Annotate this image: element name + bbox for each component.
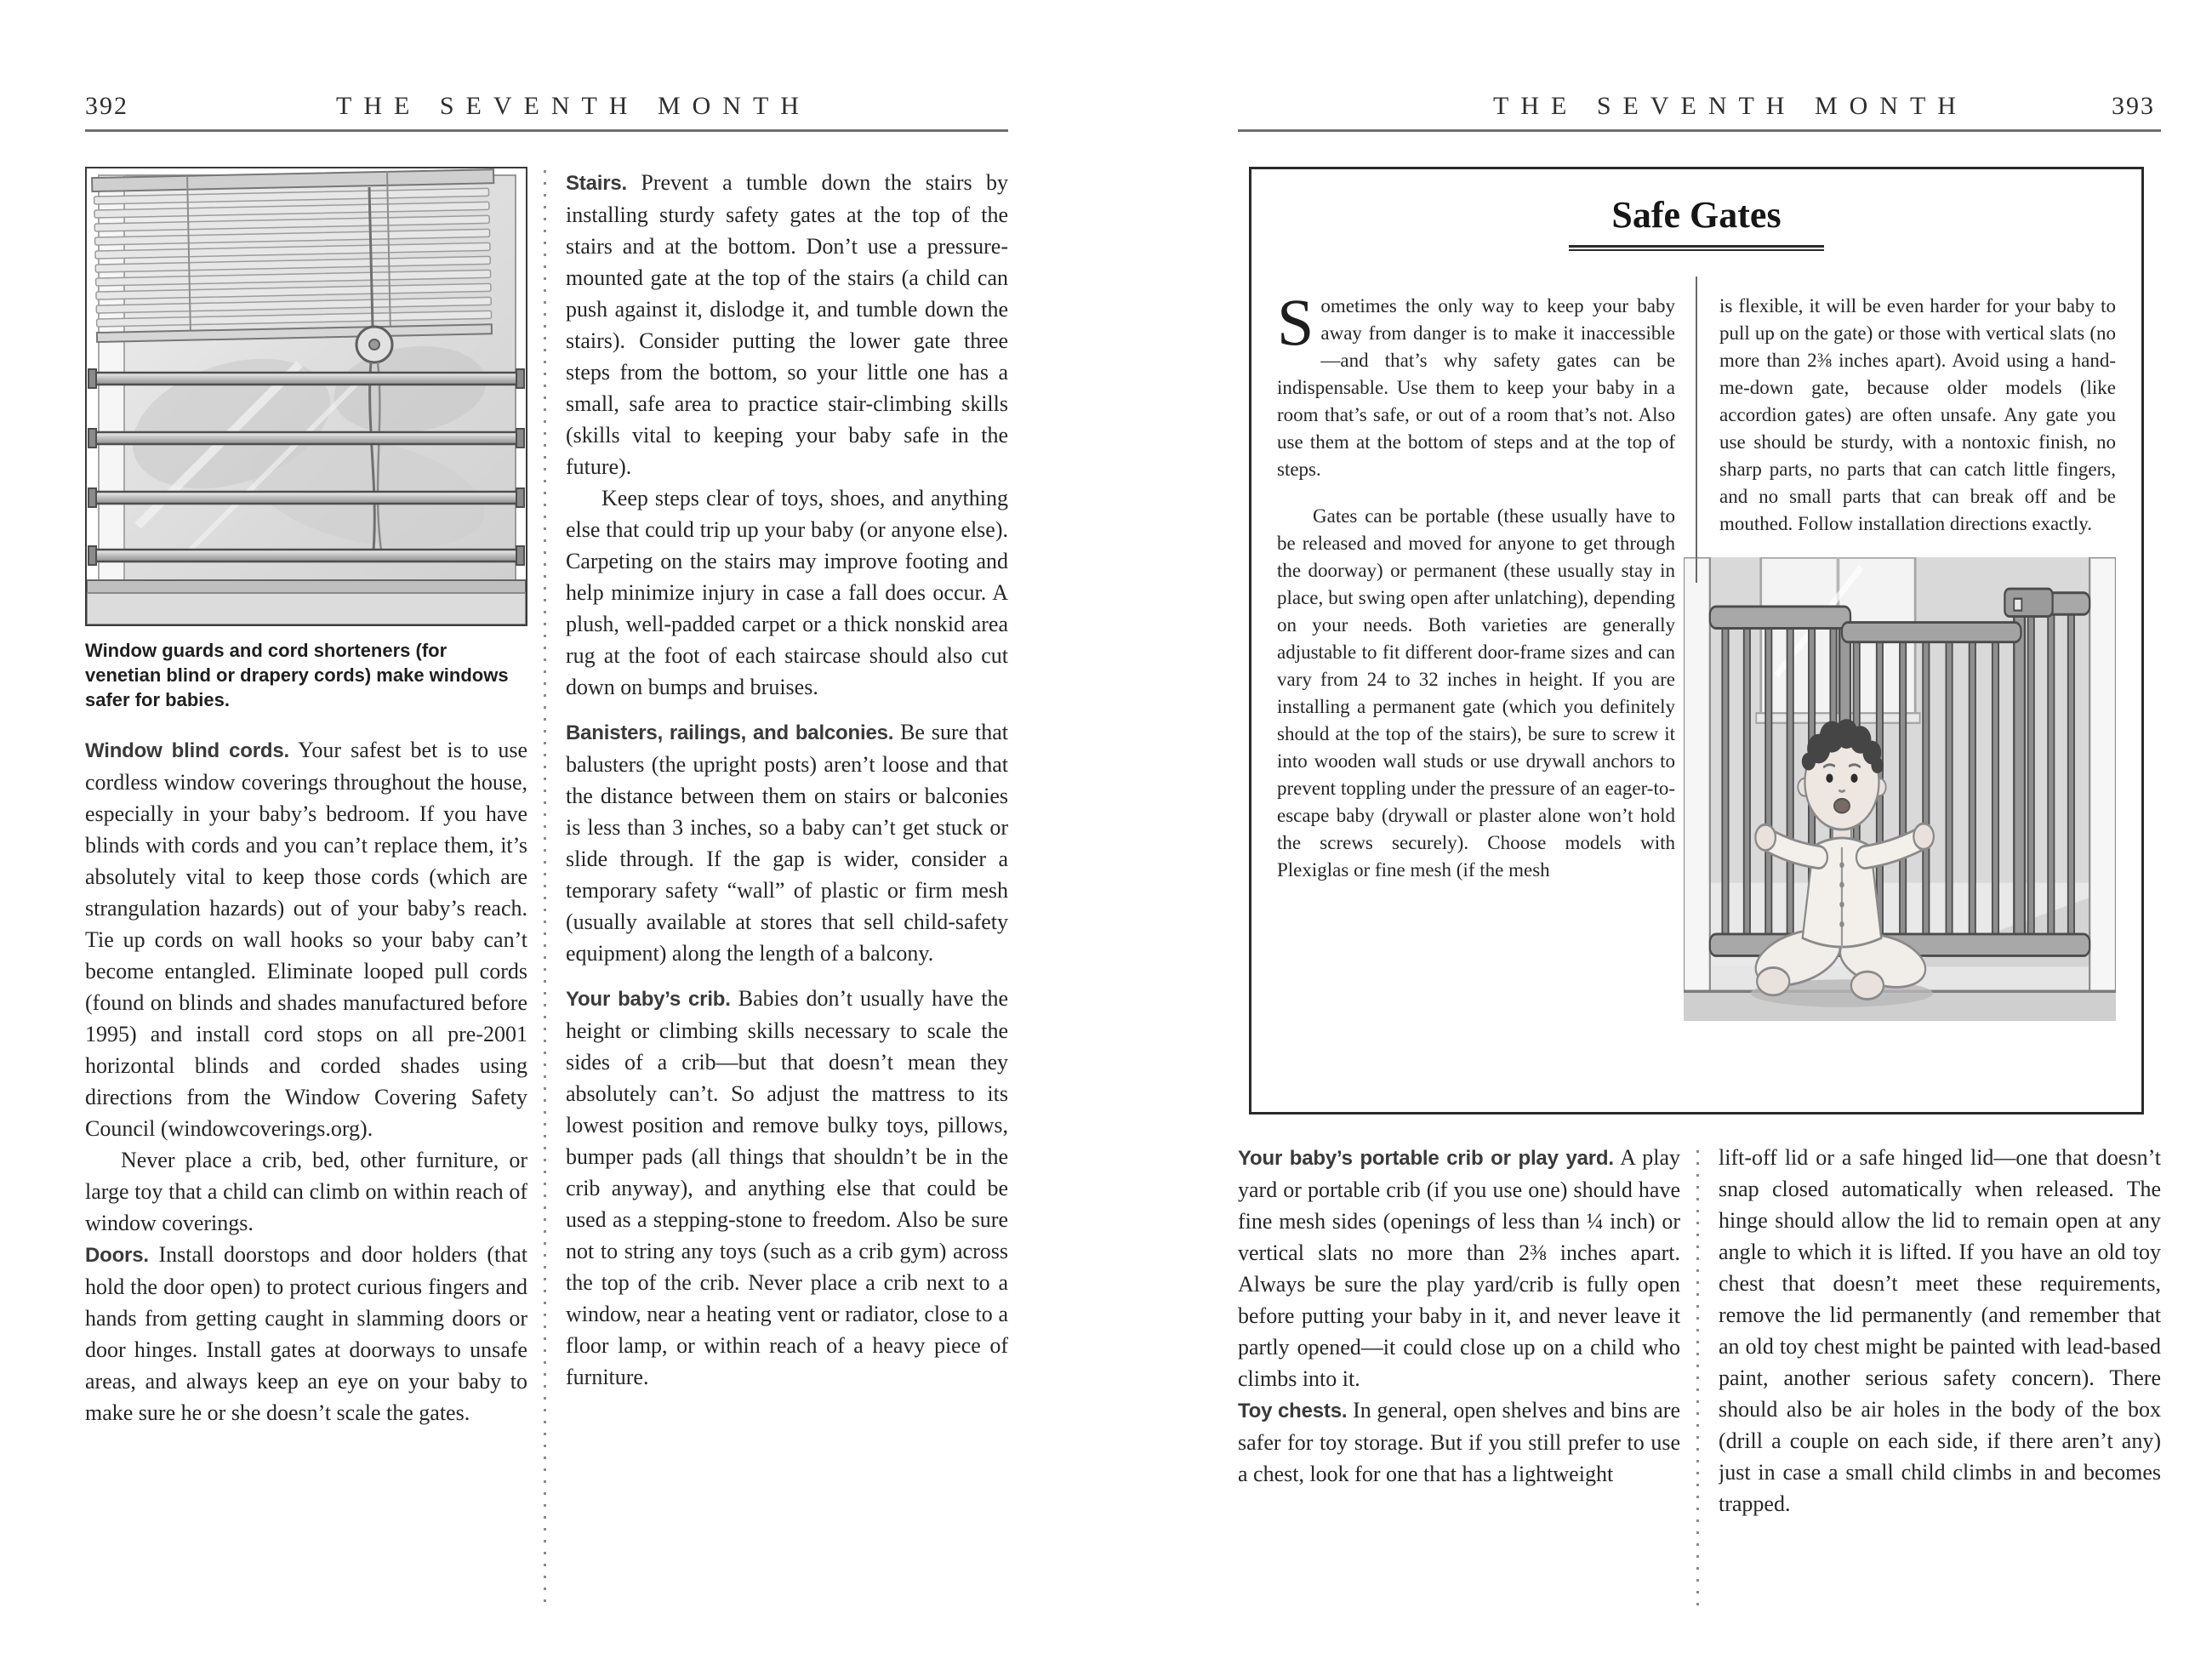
dropcap: S [1277, 285, 1314, 359]
lead-toy-chests: Toy chests. [1238, 1400, 1348, 1422]
right-page-column-2 [1719, 1142, 2161, 1618]
right-page-column-1 [1238, 1142, 1680, 1618]
lead-play-yard: Your baby’s portable crib or play yard. [1238, 1147, 1614, 1170]
left-page-column-1 [85, 167, 527, 1622]
running-head-left: THE SEVENTH MONTH [336, 92, 811, 120]
paragraph-window-blind-cords [85, 734, 527, 1144]
box-columns [1277, 273, 2116, 1021]
lead-window-blind-cords: Window blind cords. [85, 739, 289, 762]
header-rule-right [1238, 129, 2161, 132]
box-paragraph-2: Gates can be portable (these usually have to be released and moved for anyone to get through the doorway) or permanent (these usually stay in place, but swing open after unlatching), depending on your needs. Both varieties are generally adjustable to fit different door-frame sizes and can vary from 24 to 32 inches in height. If you are installing a permanent gate (which you definitely should at the top of the stairs), be sure to screw it into wooden wall studs or use drywall anchors to prevent toppling under the pressure of an eager-to-escape baby (drywall or plaster alone won’t hold the screws securely). Choose models with Plexiglas or fine mesh (if the mesh [1277, 505, 1675, 881]
text-banisters: Be sure that balusters (the upright posts) aren’t loose and that the distance between them on stairs or balconies is less than 3 inches, so a baby can’t get stuck or slide through. If the gap is wider, consider a temporary safety “wall” of plastic or firm mesh (usually available at stores that sell child-safety equipment) along the length of a balcony. [566, 720, 1008, 966]
baby-at-safety-gate-illustration [1684, 557, 2116, 1021]
box-column-1 [1277, 273, 1675, 1021]
box-paragraph-1-text: ometimes the only way to keep your baby away from danger is to make it inaccessible—and that’s why safety gates can be indispensable. Use them to keep your baby in a room that’s safe, or out of a room that’s not. Also use them at the bottom of steps and at the top of steps. [1277, 295, 1675, 480]
paragraph-toy-chests-continued: lift-off lid or a safe hinged lid—one that doesn’t snap closed automatically when released. The hinge should allow the lid to remain open at any angle to which it is lifted. If you have an old toy chest that doesn’t meet these requirements, remove the lid permanently (and remember that an old toy chest might be painted with lead-based paint, another serious safety concern). There should also be air holes in the body of the box (drill a couple on each side, if there aren’t any) just in case a small child climbs in and becomes trapped. [1719, 1145, 2161, 1516]
safe-gate-figure [1684, 557, 2116, 1021]
box-column-divider [1696, 276, 1697, 583]
box-title: Safe Gates [1611, 194, 1782, 236]
box-paragraph-1 [1277, 285, 1675, 483]
text-play-yard: A play yard or portable crib (if you use one) should have fine mesh sides (openings of less than ¼ inch) or vertical slats no more than 2⅜ inches apart. Always be sure the play yard/crib is fully open before putting your baby in it, and never leave it partly opened—it could close up on a child who climbs into it. [1238, 1145, 1680, 1391]
text-crib: Babies don’t usually have the height or climbing skills necessary to scale the sides of a crib—but that doesn’t mean they absolutely can’t. So adjust the mattress to its lowest position and remove bulky toys, pillows, bumper pads (all things that shouldn’t be in the crib anyway), and anything else that could be used as a stepping-stone to freedom. Also be sure not to string any toys (such as a crib gym) across the top of the crib. Never place a crib next to a window, near a heating vent or radiator, close to a floor lamp, or within reach of a heavy piece of furniture. [566, 986, 1008, 1389]
column-divider-left-page [544, 170, 546, 1608]
text-doors: Install doorstops and door holders (that hold the door open) to protect curious fingers and hands from getting caught in slamming doors or door hinges. Install gates at doorways to unsafe areas, and always keep an eye on your baby to make sure he or she doesn’t scale the gates. [85, 1242, 527, 1425]
paragraph-crib [566, 983, 1008, 1393]
lead-doors: Doors. [85, 1244, 149, 1267]
safe-gates-box [1249, 167, 2144, 1115]
text-window-blind-cords: Your safest bet is to use cordless window coverings throughout the house, especially in your baby’s bedroom. If you have blinds with cords and you can’t replace them, it’s absolutely vital to keep those cords (which are strangulation hazards) out of your baby’s reach. Tie up cords on wall hooks so your baby can’t become entangled. Eliminate looped pull cords (found on blinds and shades manufactured before 1995) and install cord stops on all pre-2001 horizontal blinds and corded shades using directions from the Window Covering Safety Council (windowcoverings.org). [85, 738, 527, 1141]
paragraph-play-yard [1238, 1142, 1680, 1394]
title-underline [1569, 245, 1824, 251]
box-column-2 [1719, 273, 2116, 1021]
box-paragraph-3: is flexible, it will be even harder for your baby to pull up on the gate) or those with vertical slats (no more than 2⅜ inches apart). Avoid using a hand-me-down gate, because older models (like accordion gates) are often unsafe. Any gate you use should be sturdy, with a nontoxic finish, no sharp parts, no parts that can catch little fingers, and no small parts that can break off and be mouthed. Follow installation directions exactly. [1719, 295, 2116, 534]
text-stairs: Prevent a tumble down the stairs by installing sturdy safety gates at the top of the stairs and at the bottom. Don’t use a pressure-mounted gate at the top of the stairs (a child can push against it, dislodge it, and tumble down the stairs). Consider putting the lower gate three steps from the bottom, so your little one has a small, safe area to practice stair-climbing skills (skills vital to keeping your baby safe in the future). [566, 170, 1008, 479]
lead-banisters: Banisters, railings, and balconies. [566, 721, 894, 744]
column-divider-right-page [1696, 1150, 1699, 1614]
left-page-column-2 [566, 167, 1008, 1622]
page-number-right: 393 [2112, 92, 2155, 120]
header-rule-left [85, 129, 1008, 132]
paragraph-stairs [566, 167, 1008, 482]
window-blinds-illustration [87, 168, 526, 624]
text-toy-chests: In general, open shelves and bins are safer for toy storage. But if you still prefer to use a chest, look for one that has a lightweight [1238, 1398, 1680, 1486]
paragraph-keep-steps: Keep steps clear of toys, shoes, and anything else that could trip up your baby (or anyone else). Carpeting on the stairs may improve footing and help minimize injury in case a fall does occur. A plush, well-padded carpet or a thick nonskid area rug at the foot of each staircase should also cut down on bumps and bruises. [566, 486, 1008, 699]
paragraph-never-place: Never place a crib, bed, other furniture, or large toy that a child can climb on within reach of window coverings. [85, 1148, 527, 1235]
page-number-left: 392 [85, 92, 128, 120]
lead-crib: Your baby’s crib. [566, 988, 731, 1011]
lead-stairs: Stairs. [566, 172, 627, 195]
paragraph-banisters [566, 716, 1008, 969]
paragraph-doors [85, 1239, 527, 1428]
window-guard-figure [85, 167, 527, 626]
running-head-right: THE SEVENTH MONTH [1493, 92, 1968, 120]
paragraph-toy-chests [1238, 1394, 1680, 1490]
figure-caption: Window guards and cord shorteners (for venetian blind or drapery cords) make windows safer for babies. [85, 640, 509, 710]
